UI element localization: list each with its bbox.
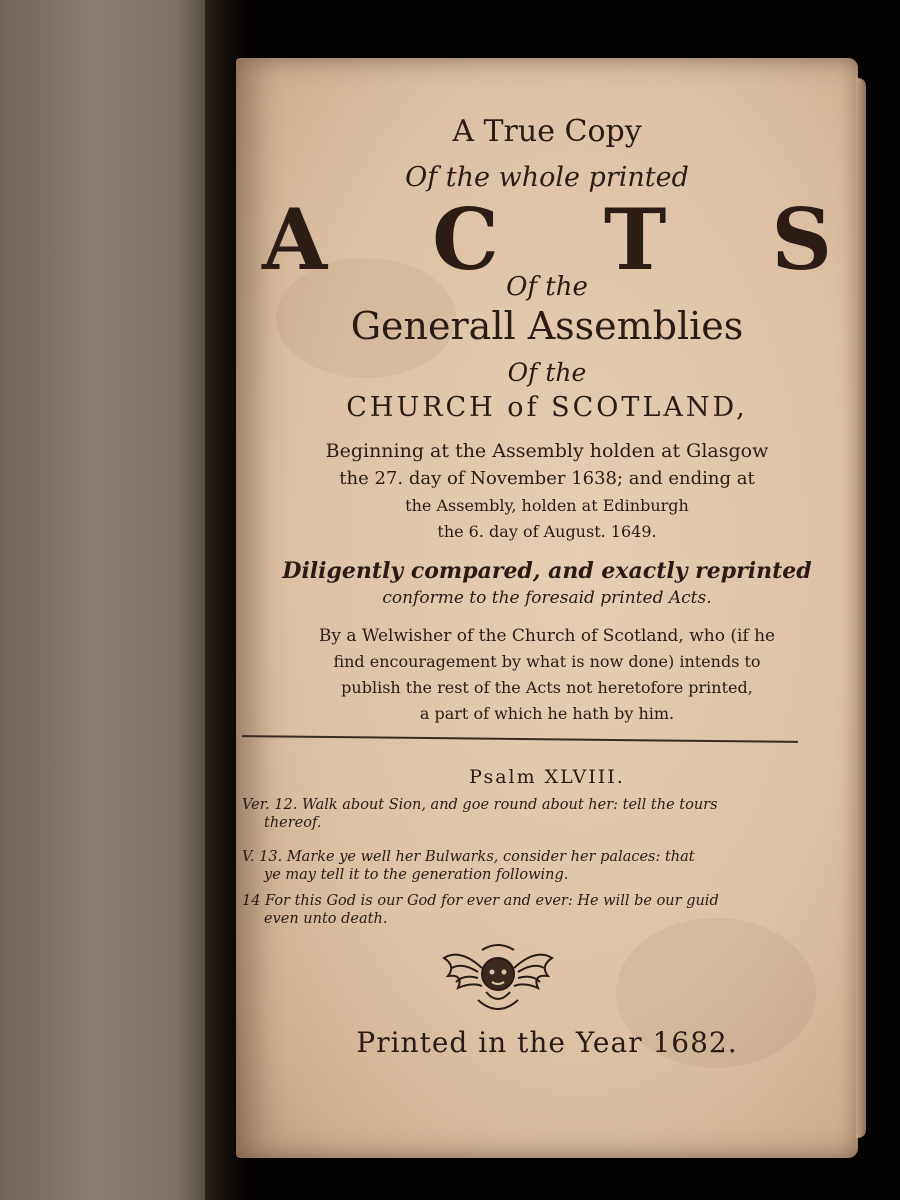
acts-letter-s: S bbox=[771, 190, 832, 289]
title-line-encouragement: find encouragement by what is now done) intends to bbox=[333, 652, 761, 671]
book-cover-board bbox=[0, 0, 235, 1200]
psalm-verse-12-cont: thereof. bbox=[264, 815, 322, 831]
title-line-publish: publish the rest of the Acts not heretofore printed, bbox=[341, 678, 753, 697]
page-edge bbox=[856, 78, 866, 1138]
psalm-verse-14-cont: even unto death. bbox=[264, 911, 388, 927]
title-line-edinburgh: the Assembly, holden at Edinburgh bbox=[405, 496, 689, 515]
title-line-part-of-which: a part of which he hath by him. bbox=[419, 704, 675, 723]
title-line-diligently: Diligently compared, and exactly reprinted bbox=[282, 558, 812, 584]
title-line-august: the 6. day of August. 1649. bbox=[437, 522, 657, 541]
acts-letter-c: C bbox=[432, 190, 499, 289]
title-line-november: the 27. day of November 1638; and ending at bbox=[339, 468, 755, 489]
title-line-church-of-scotland: CHURCH of SCOTLAND, bbox=[346, 392, 748, 423]
acts-letter-t: T bbox=[603, 190, 667, 289]
psalm-verse-12: Ver. 12. Walk about Sion, and goe round about her: tell the tours bbox=[242, 797, 718, 813]
title-line-of-the-2: Of the bbox=[507, 358, 587, 387]
title-line-generall-assemblies: Generall Assemblies bbox=[350, 304, 744, 348]
title-line-true-copy: A True Copy bbox=[452, 114, 642, 149]
psalm-title: Psalm XLVIII. bbox=[469, 766, 625, 788]
imprint-line: Printed in the Year 1682. bbox=[356, 1026, 738, 1059]
title-line-welwisher: By a Welwisher of the Church of Scotland, who (if he bbox=[318, 626, 776, 646]
title-line-conforme: conforme to the foresaid printed Acts. bbox=[382, 588, 712, 608]
psalm-verse-13: V. 13. Marke ye well her Bulwarks, consider her palaces: that bbox=[242, 849, 695, 865]
psalm-verse-14: 14 For this God is our God for ever and ever: He will be our guid bbox=[242, 893, 719, 909]
horizontal-rule bbox=[242, 735, 798, 743]
title-line-beginning: Beginning at the Assembly holden at Glasgow bbox=[325, 440, 769, 462]
title-line-whole-printed: Of the whole printed bbox=[405, 162, 689, 193]
psalm-verse-13-cont: ye may tell it to the generation following. bbox=[264, 867, 569, 883]
acts-letter-a: A bbox=[262, 190, 328, 289]
cherub-ornament-icon bbox=[438, 940, 558, 1022]
title-line-of-the: Of the bbox=[506, 272, 588, 302]
title-page bbox=[236, 58, 858, 1158]
